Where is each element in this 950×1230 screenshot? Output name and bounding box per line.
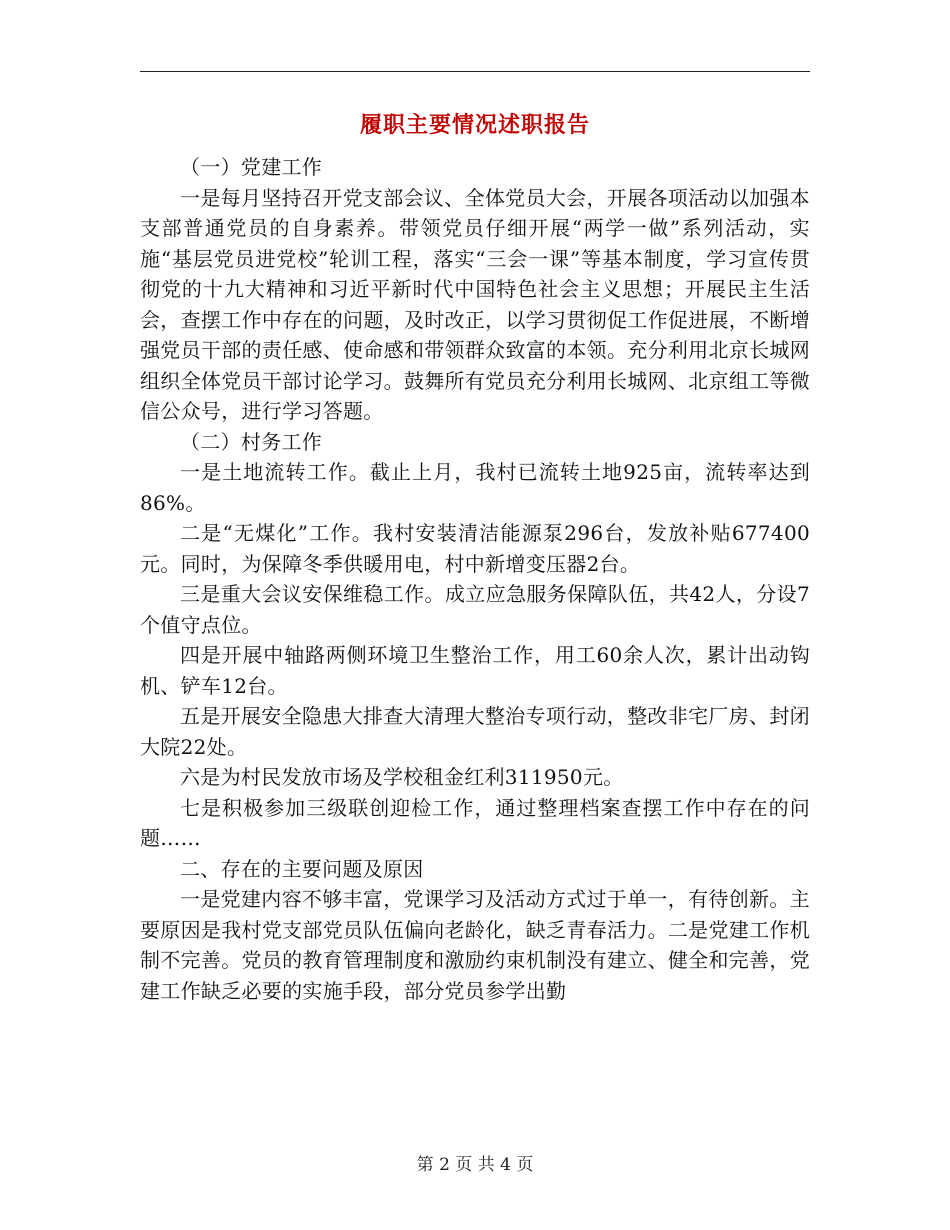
paragraph-problems: 一是党建内容不够丰富，党课学习及活动方式过于单一，有待创新。主要原因是我村党支部党员队伍偏向老龄化，缺乏青春活力。二是党建工作机制不完善。党员的教育管理制度和激励约束机制没有建立、健全和完善，党建工作缺乏必要的实施手段，部分党员参学出勤 [140,887,810,1003]
paragraph-safety-inspection: 五是开展安全隐患大排查大清理大整治专项行动，整改非宅厂房、封闭大院22处。 [140,704,810,759]
paragraph-sanitation: 四是开展中轴路两侧环境卫生整治工作，用工60余人次，累计出动钩机、铲车12台。 [140,643,810,698]
paragraph-security: 三是重大会议安保维稳工作。成立应急服务保障队伍，共42人，分设7个值守点位。 [140,582,810,637]
page-number-footer: 第 2 页 共 4 页 [416,1155,534,1175]
section-heading-party-building: （一）党建工作 [180,155,323,179]
header-rule [140,71,810,72]
paragraph-coal-free: 二是“无煤化”工作。我村安装清洁能源泵296台，发放补贴677400元。同时，为保障冬季供暖用电，村中新增变压器2台。 [140,521,810,576]
section-heading-problems: 二、存在的主要问题及原因 [180,856,424,881]
paragraph-land-transfer: 一是土地流转工作。截止上月，我村已流转土地925亩，流转率达到86%。 [140,460,810,515]
document-body [140,152,810,1006]
paragraph-rent-dividend: 六是为村民发放市场及学校租金红利311950元。 [180,765,624,789]
document-title: 履职主要情况述职报告 [359,112,590,138]
paragraph-inspection-work: 七是积极参加三级联创迎检工作，通过整理档案查摆工作中存在的问题…… [140,795,810,850]
paragraph-party-meetings: 一是每月坚持召开党支部会议、全体党员大会，开展各项活动以加强本支部普通党员的自身素养。带领党员仔细开展“两学一做”系列活动，实施“基层党员进党校”轮训工程，落实“三会一课”等基本制度，学习宣传贯彻党的十九大精神和习近平新时代中国特色社会主义思想；开展民主生活会，查摆工作中存在的问题，及时改正，以学习贯彻促工作促进展，不断增强党员干部的责任感、使命感和带领群众致富的本领。充分利用北京长城网组织全体党员干部讨论学习。鼓舞所有党员充分利用长城网、北京组工等微信公众号，进行学习答题。 [140,185,810,423]
section-heading-village-affairs: （二）村务工作 [180,429,323,454]
